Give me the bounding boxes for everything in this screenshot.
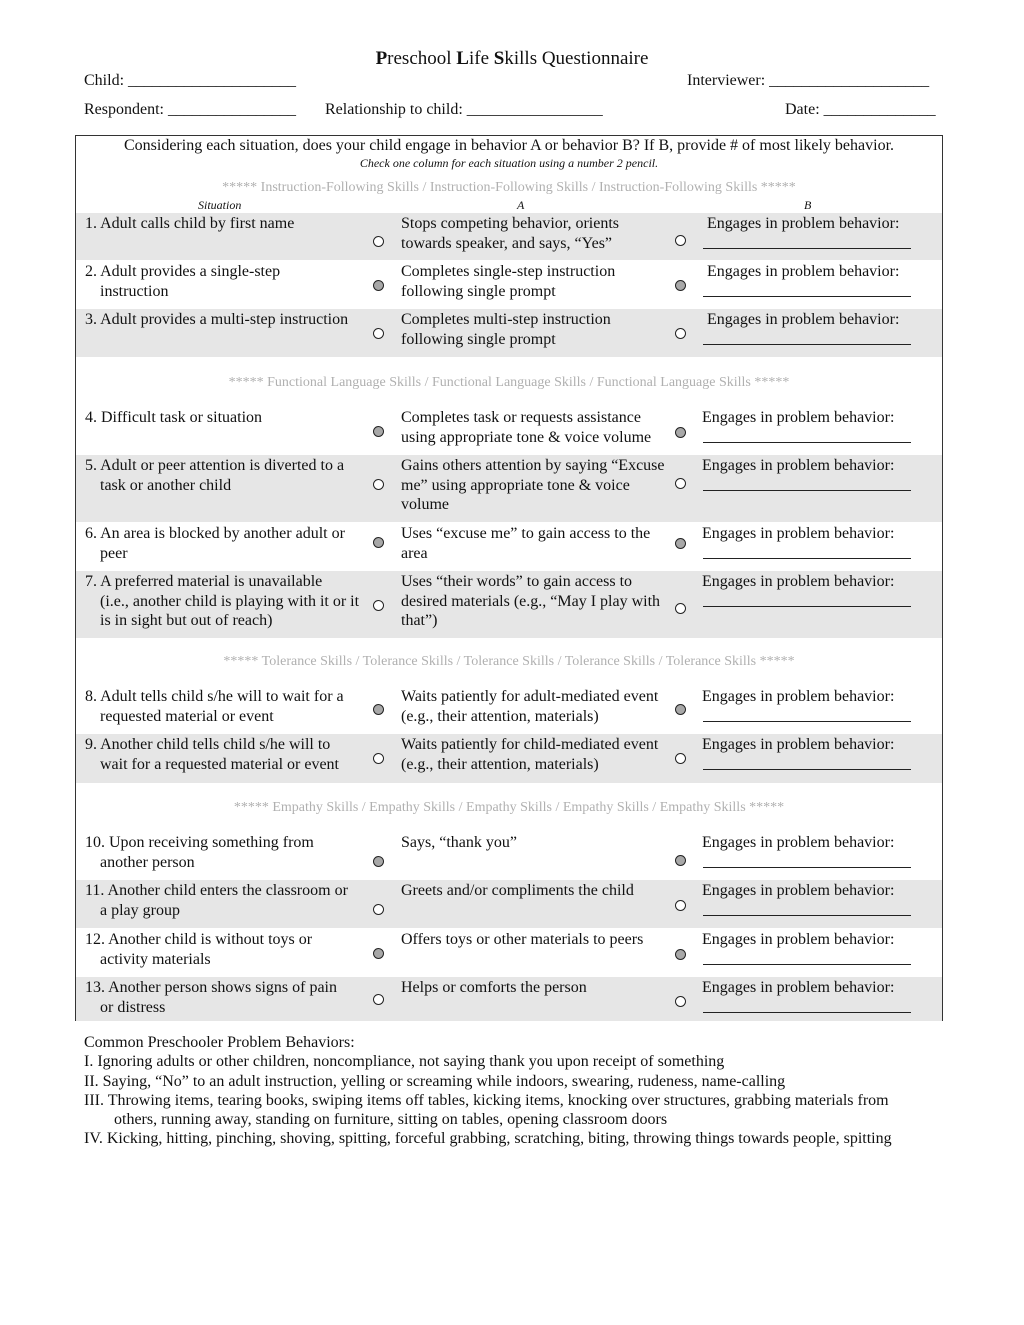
situation-continued: instruction: [100, 282, 169, 300]
option-a-bubble[interactable]: [373, 479, 384, 490]
behavior-b-label: Engages in problem behavior:: [707, 311, 900, 328]
behavior-number-blank[interactable]: [703, 330, 911, 345]
option-b-bubble[interactable]: [675, 753, 686, 764]
situation-text: [85, 214, 370, 234]
behavior-a-text: Stops competing behavior, orients towards speaker, and says, “Yes”: [401, 215, 619, 252]
behavior-b-label: Engages in problem behavior:: [702, 979, 895, 996]
instructions: Considering each situation, does your child engage in behavior A or behavior B? If B, provide # of most likely behavior.: [123, 137, 895, 154]
situation-text: [85, 408, 370, 428]
situation-continued: task or another child: [100, 476, 232, 494]
situation-text: [85, 262, 370, 301]
situation-line: 5. Adult or peer attention is diverted to a: [85, 457, 345, 474]
situation-continued: requested material or event: [100, 707, 274, 725]
situation-text: [85, 524, 370, 563]
behavior-number-blank[interactable]: [703, 901, 911, 916]
situation-text: [85, 456, 370, 495]
behavior-a-text: Uses “excuse me” to gain access to the area: [401, 525, 651, 562]
situation-continued: a play group: [100, 901, 180, 919]
table-row: [76, 880, 942, 928]
section-title-instruction-following: ***** Instruction-Following Skills / Instruction-Following Skills / Instruction-Following Skills *****: [222, 180, 796, 195]
option-a-bubble[interactable]: [373, 600, 384, 611]
section-title-tolerance: ***** Tolerance Skills / Tolerance Skills / Tolerance Skills / Tolerance Skills / Tolerance Skills *****: [223, 654, 795, 669]
behavior-a-text: Waits patiently for adult-mediated event (e.g., their attention, materials): [401, 688, 659, 725]
table-row: [76, 455, 942, 522]
option-a-bubble[interactable]: [373, 280, 384, 291]
situation-text: [85, 310, 370, 330]
situation-continued: (i.e., another child is playing with it or it is in sight but out of reach): [100, 592, 360, 629]
section-title-functional-language: ***** Functional Language Skills / Functional Language Skills / Functional Language Skills *****: [228, 375, 790, 390]
behavior-b-cell: [702, 930, 922, 965]
date-field[interactable]: Date: ______________: [785, 101, 936, 118]
option-a-bubble[interactable]: [373, 426, 384, 437]
option-a-bubble[interactable]: [373, 948, 384, 959]
situation-text: [85, 687, 370, 726]
behavior-number-blank[interactable]: [703, 707, 911, 722]
option-b-bubble[interactable]: [675, 280, 686, 291]
behavior-b-cell: [707, 310, 927, 345]
behavior-a-text: Completes multi-step instruction following single prompt: [401, 311, 611, 348]
behavior-b-label: Engages in problem behavior:: [702, 931, 895, 948]
legend-item: II. Saying, “No” to an adult instruction, yelling or screaming while indoors, swearing, rudeness, name-calling: [84, 1072, 786, 1090]
behavior-b-label: Engages in problem behavior:: [702, 736, 895, 753]
situation-line: 7. A preferred material is unavailable: [85, 573, 323, 590]
option-a-bubble[interactable]: [373, 328, 384, 339]
column-header-a: A: [517, 198, 525, 212]
behavior-number-blank[interactable]: [703, 592, 911, 607]
situation-text: [85, 881, 370, 920]
behavior-a-text: Completes task or requests assistance using appropriate tone & voice volume: [401, 409, 652, 446]
behavior-b-label: Engages in problem behavior:: [702, 525, 895, 542]
behavior-number-blank[interactable]: [703, 428, 911, 443]
situation-text: [85, 978, 370, 1017]
behavior-b-cell: [702, 408, 922, 443]
interviewer-field[interactable]: Interviewer: ____________________: [687, 72, 930, 89]
table-row: [76, 309, 942, 357]
option-b-bubble[interactable]: [675, 900, 686, 911]
option-b-bubble[interactable]: [675, 235, 686, 246]
table-row: [76, 686, 942, 733]
option-b-bubble[interactable]: [675, 538, 686, 549]
behavior-number-blank[interactable]: [703, 476, 911, 491]
table-row: [76, 977, 942, 1021]
situation-line: 1. Adult calls child by first name: [85, 215, 295, 232]
table-row: [76, 523, 942, 570]
behavior-b-label: Engages in problem behavior:: [702, 834, 895, 851]
table-row: [76, 407, 942, 454]
situation-continued: wait for a requested material or event: [100, 755, 339, 773]
behavior-b-label: Engages in problem behavior:: [702, 688, 895, 705]
behavior-b-cell: [702, 687, 922, 722]
behavior-b-label: Engages in problem behavior:: [702, 573, 895, 590]
situation-continued: activity materials: [100, 950, 211, 968]
situation-line: 8. Adult tells child s/he will to wait for a: [85, 688, 344, 705]
option-b-bubble[interactable]: [675, 478, 686, 489]
behavior-a-text: Waits patiently for child-mediated event (e.g., their attention, materials): [401, 736, 659, 773]
option-a-bubble[interactable]: [373, 856, 384, 867]
behavior-b-cell: [702, 978, 922, 1013]
situation-line: 3. Adult provides a multi-step instruction: [85, 311, 349, 328]
behavior-b-label: Engages in problem behavior:: [707, 215, 900, 232]
behavior-a-text: Completes single-step instruction following single prompt: [401, 263, 616, 300]
behavior-number-blank[interactable]: [703, 998, 911, 1013]
situation-line: 6. An area is blocked by another adult or: [85, 525, 345, 542]
behavior-a-text: Uses “their words” to gain access to desired materials (e.g., “May I play with that”): [401, 573, 661, 629]
behavior-number-blank[interactable]: [703, 282, 911, 297]
option-a-bubble[interactable]: [373, 537, 384, 548]
situation-continued: another person: [100, 853, 195, 871]
option-a-bubble[interactable]: [373, 704, 384, 715]
situation-line: 13. Another person shows signs of pain: [85, 979, 337, 996]
behavior-b-label: Engages in problem behavior:: [702, 457, 895, 474]
section-title-empathy: ***** Empathy Skills / Empathy Skills / Empathy Skills / Empathy Skills / Empathy Skills *****: [233, 800, 785, 815]
legend-item: III. Throwing items, tearing books, swiping items off tables, kicking items, knocking over structures, grabbing materials from: [84, 1091, 889, 1109]
table-row: [76, 734, 942, 783]
table-row: [76, 571, 942, 638]
behavior-b-cell: [707, 262, 927, 297]
option-a-bubble[interactable]: [373, 753, 384, 764]
legend-item: I. Ignoring adults or other children, noncompliance, not saying thank you upon receipt of something: [84, 1053, 725, 1071]
legend-item: IV. Kicking, hitting, pinching, shoving, spitting, forceful grabbing, scratching, biting, throwing things towards people, spitting: [84, 1130, 892, 1148]
situation-line: 4. Difficult task or situation: [85, 409, 263, 426]
behavior-b-label: Engages in problem behavior:: [702, 882, 895, 899]
behavior-b-cell: [702, 833, 922, 868]
situation-text: [85, 833, 370, 872]
column-header-b: B: [804, 198, 812, 212]
behavior-number-blank[interactable]: [703, 950, 911, 965]
behavior-a-text: Gains others attention by saying “Excuse me” using appropriate tone & voice volume: [401, 457, 665, 513]
option-b-bubble[interactable]: [675, 328, 686, 339]
behavior-a-text: Greets and/or compliments the child: [401, 882, 634, 899]
behavior-b-cell: [702, 572, 922, 607]
instructions-sub: Check one column for each situation using a number 2 pencil.: [359, 156, 659, 170]
behavior-b-cell: [707, 214, 927, 249]
table-row: [76, 261, 942, 308]
column-header-situation: Situation: [198, 198, 242, 212]
option-a-bubble[interactable]: [373, 904, 384, 915]
legend-heading: Common Preschooler Problem Behaviors:: [84, 1034, 355, 1051]
behavior-number-blank[interactable]: [703, 755, 911, 770]
behavior-number-blank[interactable]: [703, 234, 911, 249]
behavior-b-cell: [702, 524, 922, 559]
situation-text: [85, 735, 370, 774]
table-row: [76, 213, 942, 260]
problem-behaviors-legend: [84, 1033, 964, 1149]
option-b-bubble[interactable]: [675, 949, 686, 960]
situation-continued: or distress: [100, 998, 166, 1016]
situation-text: [85, 930, 370, 969]
behavior-a-text: Helps or comforts the person: [401, 979, 587, 996]
behavior-b-cell: [702, 456, 922, 491]
relationship-field[interactable]: Relationship to child: _________________: [325, 101, 603, 118]
page-title: Preschool Life Skills Questionnaire: [375, 48, 649, 69]
behavior-a-text: Says, “thank you”: [401, 834, 517, 851]
legend-item-continued: others, running away, standing on furniture, sitting on tables, opening classroom doors: [114, 1111, 668, 1129]
situation-line: 9. Another child tells child s/he will to: [85, 736, 331, 753]
behavior-a-text: Offers toys or other materials to peers: [401, 931, 644, 948]
situation-line: 11. Another child enters the classroom or: [85, 882, 348, 899]
table-row: [76, 929, 942, 976]
behavior-b-label: Engages in problem behavior:: [702, 409, 895, 426]
situation-line: 10. Upon receiving something from: [85, 834, 314, 851]
behavior-number-blank[interactable]: [703, 853, 911, 868]
option-b-bubble[interactable]: [675, 996, 686, 1007]
situation-continued: peer: [100, 544, 128, 562]
option-a-bubble[interactable]: [373, 236, 384, 247]
child-field[interactable]: Child: _____________________: [84, 72, 297, 89]
option-b-bubble[interactable]: [675, 855, 686, 866]
option-b-bubble[interactable]: [675, 427, 686, 438]
behavior-b-label: Engages in problem behavior:: [707, 263, 900, 280]
behavior-b-cell: [702, 735, 922, 770]
situation-line: 2. Adult provides a single-step: [85, 263, 281, 280]
option-b-bubble[interactable]: [675, 603, 686, 614]
option-b-bubble[interactable]: [675, 704, 686, 715]
behavior-number-blank[interactable]: [703, 544, 911, 559]
respondent-field[interactable]: Respondent: ________________: [84, 101, 296, 118]
behavior-b-cell: [702, 881, 922, 916]
option-a-bubble[interactable]: [373, 994, 384, 1005]
table-row: [76, 832, 942, 879]
situation-text: [85, 572, 370, 631]
situation-line: 12. Another child is without toys or: [85, 931, 313, 948]
